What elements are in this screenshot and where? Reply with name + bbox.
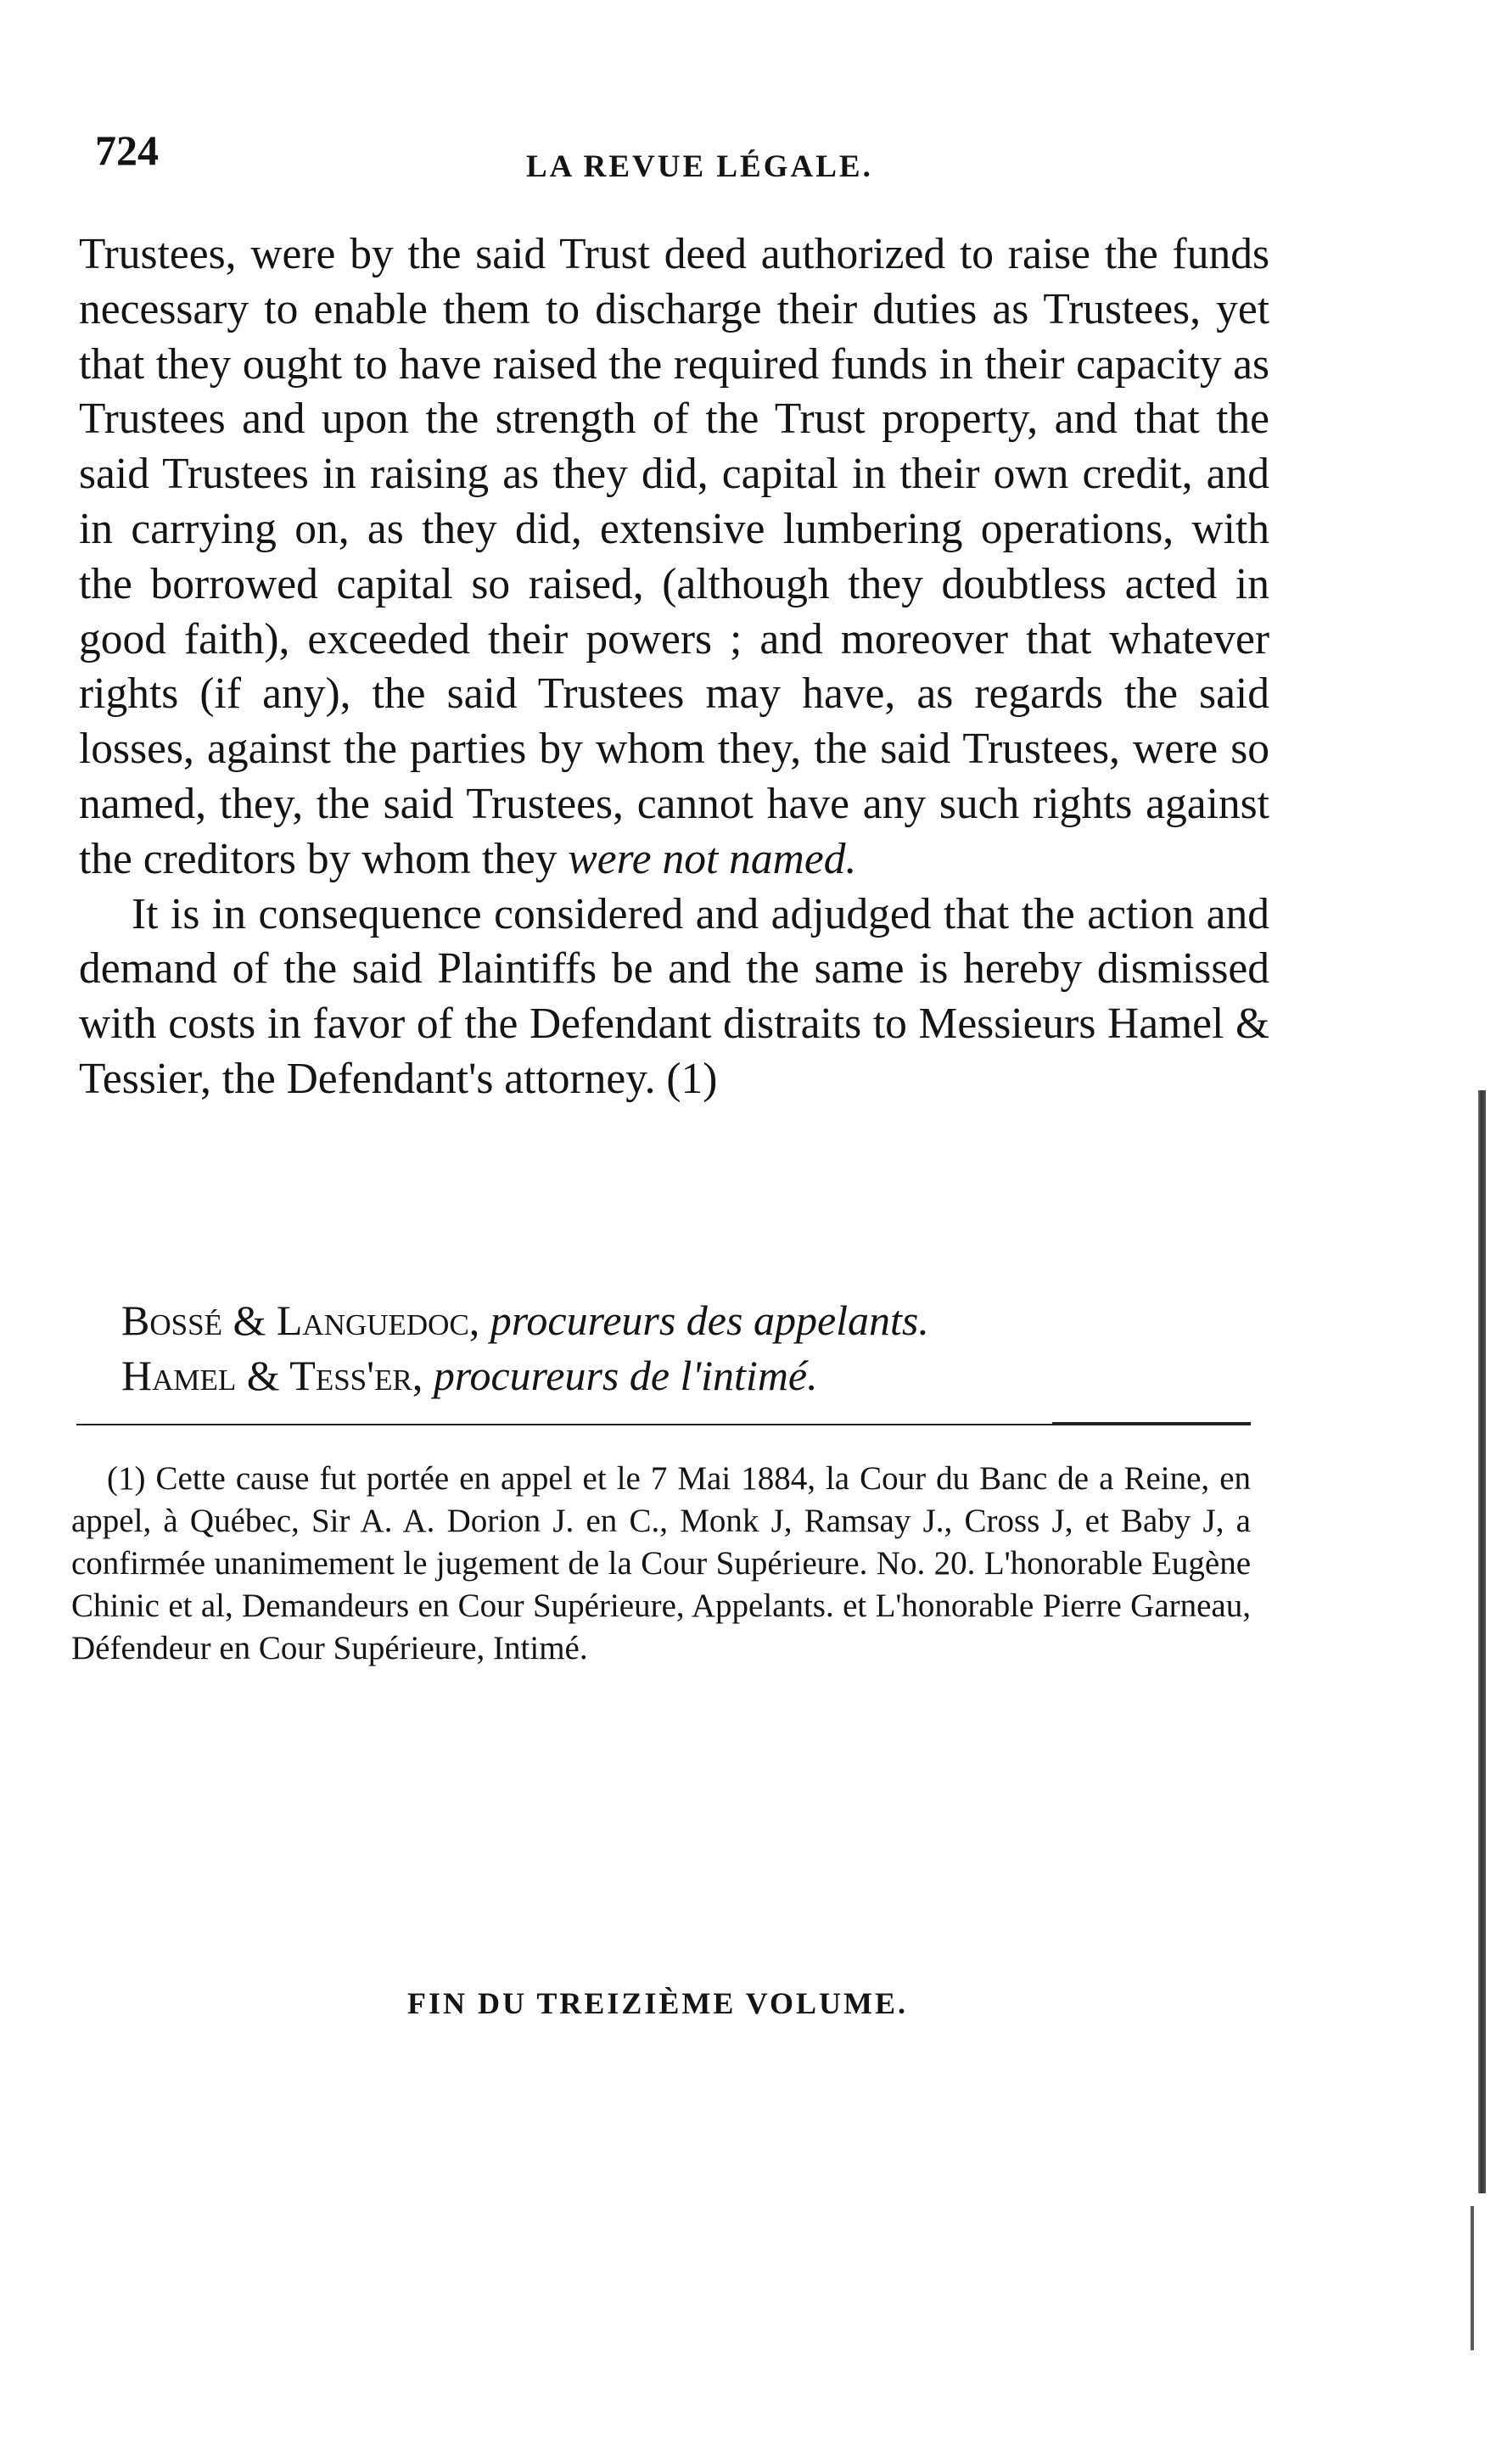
signature-name-4-initial: T: [289, 1352, 316, 1399]
footnote-mark: (1): [107, 1460, 146, 1497]
signature-name-2-rest: anguedoc: [302, 1296, 469, 1344]
page-number: 724: [95, 126, 159, 174]
signature-name-1-rest: ossé: [149, 1296, 222, 1344]
paragraph-1-text: Trustees, were by the said Trust deed authorized to raise the funds necessary to enable them to discharge their duties as Trustees, yet that they ought to have raised the required funds in their capacity as Trustees and upon the strength of the Trust property, and that the said Trustees in raising as they did, capital in their own credit, and in carrying on, as they did, extensive lumbering operations, with the borrowed capital so raised, (although they doubtless acted in good faith), exceeded their powers ; and moreover that whatever rights (if any), the said Trustees may have, as regards the said losses, against the parties by whom they, the said Trustees, were so named, they, the said Trustees, cannot have any such rights against the creditors by whom they: [79, 230, 1269, 883]
footnote-text: Cette cause fut portée en appel et le 7 Mai 1884, la Cour du Banc de a Reine, en appel, à Québec, Sir A. A. Dorion J. en C., Monk J, Ramsay J., Cross J, et Baby J, a confirmée unanimement le jugement de la Cour Supérieure. No. 20. L'honorable Eugène Chinic et al, Demandeurs en Cour Supérieure, Appelants. et L'honorable Pierre Garneau, Défendeur en Cour Supérieure, Intimé.: [71, 1460, 1251, 1666]
signature-respondent: [121, 1348, 929, 1403]
footnote-divider-thick-segment: [1052, 1422, 1251, 1425]
paragraph-1: [79, 227, 1269, 888]
running-title: LA REVUE LÉGALE.: [526, 149, 873, 184]
body-text: [79, 227, 1269, 1107]
signature-comma-2: ,: [412, 1352, 434, 1399]
footnote: [71, 1458, 1251, 1670]
signature-role-appellants: procureurs des appelants.: [490, 1296, 929, 1344]
signature-name-1-initial: B: [121, 1296, 150, 1344]
signature-appellants: [121, 1293, 929, 1348]
signature-connector-1: &: [221, 1296, 277, 1344]
signature-name-3-initial: H: [121, 1352, 153, 1399]
binding-edge-shadow-lower: [1471, 2206, 1474, 2350]
signature-role-respondent: procureurs de l'intimé.: [433, 1352, 818, 1399]
signature-name-4-rest: ess'er: [315, 1352, 412, 1399]
binding-edge-shadow: [1478, 1090, 1486, 2193]
paragraph-1-italic: were not named.: [568, 834, 857, 883]
signature-comma-1: ,: [468, 1296, 490, 1344]
paragraph-2: It is in consequence considered and adjudged that the action and demand of the said Plaintiffs be and the same is hereby dismissed with costs in favor of the Defendant distraits to Messieurs Hamel & Tessier, the Defendant's attorney. (1): [79, 889, 1269, 1103]
signature-name-2-initial: L: [276, 1296, 303, 1344]
signature-name-3-rest: amel: [152, 1352, 237, 1399]
signature-connector-2: &: [236, 1352, 290, 1399]
closing-line: FIN DU TREIZIÈME VOLUME.: [407, 1986, 909, 2020]
signatures: [121, 1293, 929, 1403]
